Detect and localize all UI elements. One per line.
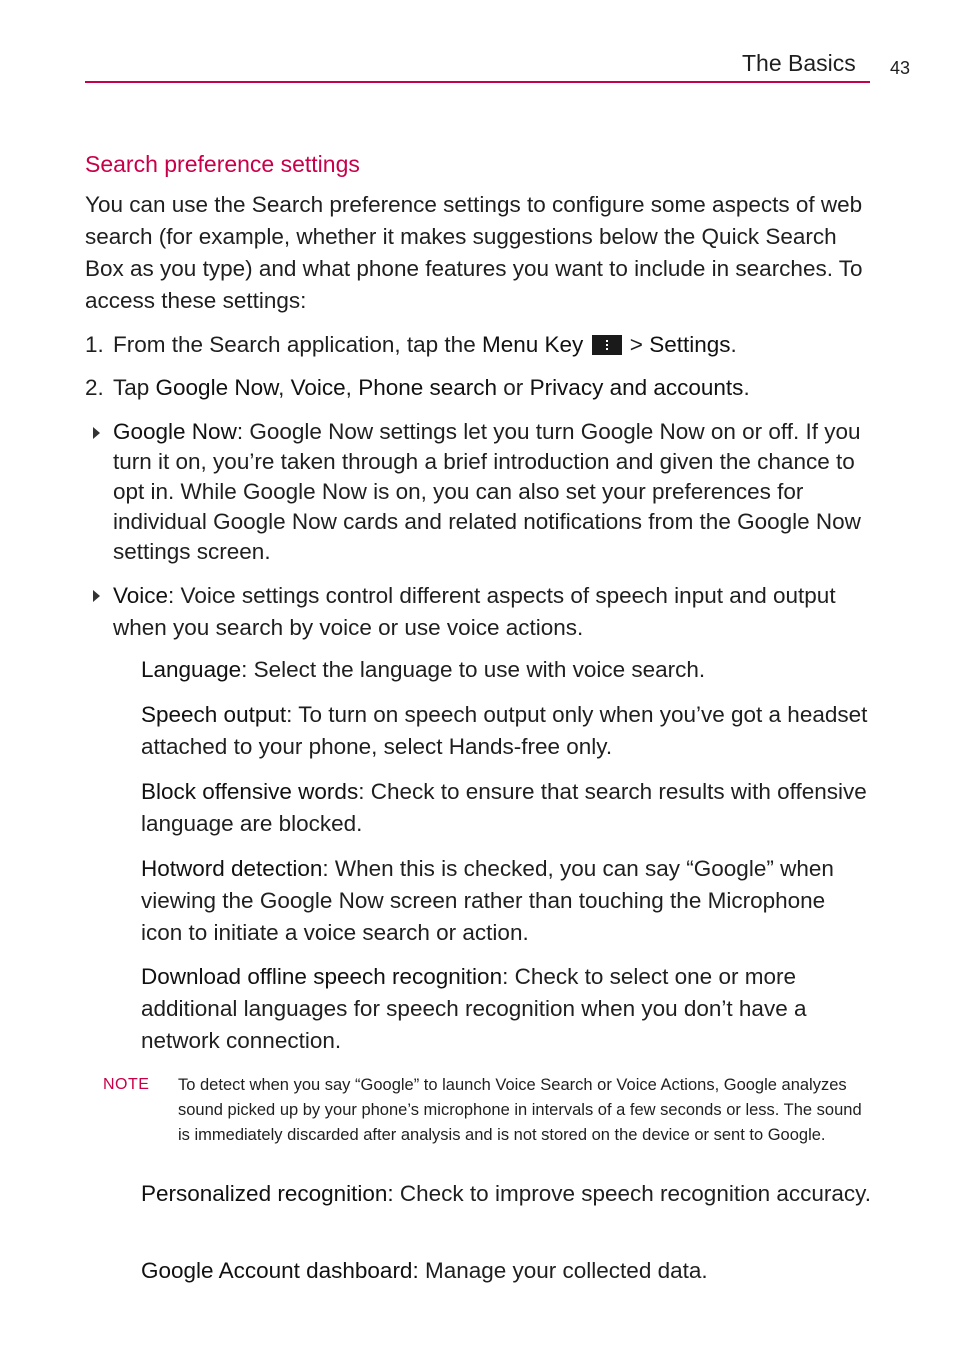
section-title: Search preference settings — [85, 151, 360, 177]
privacy-accounts-term: Privacy and accounts — [529, 375, 744, 400]
bullet-text: : Google Now settings let you turn Google Now on or off. If you turn it on, you’re taken through a brief introduction and given the chance to opt in. While Google Now is on, you can also set your preferences for individual Google Now cards and related notifications from the Google Now settings screen. — [113, 419, 861, 564]
menu-key-icon — [592, 335, 622, 355]
step-separator: , — [278, 375, 291, 400]
item-term: Personalized recognition: — [141, 1181, 394, 1206]
item-text: : Check to ensure that search results with offensive language are blocked. — [141, 779, 867, 836]
header-divider — [85, 81, 870, 83]
bullet-text: : Voice settings control different aspects of speech input and output when you search by voice or use voice actions. — [113, 583, 836, 640]
item-term: Language — [141, 657, 242, 682]
bullet-voice — [85, 580, 875, 644]
step-separator: or — [497, 375, 530, 400]
phone-search-term: Phone search — [358, 375, 498, 400]
step-text: Tap — [113, 375, 156, 400]
voice-item-offline-recognition — [141, 961, 871, 1057]
voice-term: Voice — [290, 375, 346, 400]
item-term: Hotword detection — [141, 856, 323, 881]
step-text: From the Search application, tap the — [113, 332, 482, 357]
intro-paragraph: You can use the Search preference settings to configure some aspects of web search (for example, whether it makes suggestions below the Quick Search Box as you type) and what phone features you want to include in searches. To access these settings: — [85, 192, 863, 313]
item-text: Manage your collected data. — [418, 1258, 708, 1283]
bullet-arrow-icon — [93, 590, 100, 602]
step-separator: , — [345, 375, 359, 400]
step-number: 2. — [85, 375, 104, 400]
header-section-title: The Basics — [742, 50, 856, 76]
page-number: 43 — [890, 58, 911, 78]
voice-item-speech-output — [141, 699, 871, 763]
step-2 — [85, 372, 750, 404]
bullet-term: Voice — [113, 583, 169, 608]
menu-key-term: Menu Key — [481, 332, 584, 357]
bullet-term: Google Now — [113, 419, 237, 444]
bullet-google-now — [85, 417, 875, 567]
step-punct: . — [730, 332, 737, 357]
item-text: : Select the language to use with voice search. — [241, 657, 706, 682]
note-text: To detect when you say “Google” to launch Voice Search or Voice Actions, Google analyzes sound picked up by your phone’s microphone in intervals of a few seconds or less. The sound is immediately discarded after analysis and is not stored on the device or sent to Google. — [178, 1076, 862, 1144]
item-account-dashboard — [141, 1255, 871, 1287]
item-text: : When this is checked, you can say “Google” when viewing the Google Now screen rather than touching the Microphone icon to initiate a voice search or action. — [141, 856, 834, 945]
voice-item-block-offensive — [141, 776, 871, 840]
item-text: Check to improve speech recognition accuracy. — [393, 1181, 871, 1206]
voice-item-language — [141, 654, 871, 686]
item-text: : Check to select one or more additional languages for speech recognition when you don’t have a network connection. — [141, 964, 807, 1053]
step-number: 1. — [85, 332, 104, 357]
step-punct: . — [743, 375, 750, 400]
item-term: Speech output — [141, 702, 287, 727]
step-1 — [85, 329, 737, 361]
google-now-term: Google Now — [155, 375, 279, 400]
item-term: Google Account dashboard: — [141, 1258, 419, 1283]
item-text: : To turn on speech output only when you’ve got a headset attached to your phone, select Hands-free only. — [141, 702, 868, 759]
item-personalized-recognition — [141, 1178, 871, 1210]
note-label: NOTE — [103, 1076, 150, 1093]
bullet-arrow-icon — [93, 427, 100, 439]
step-separator: > — [623, 332, 650, 357]
voice-item-hotword — [141, 853, 871, 949]
item-term: Block offensive words — [141, 779, 359, 804]
settings-term: Settings — [649, 332, 731, 357]
item-term: Download offline speech recognition — [141, 964, 503, 989]
